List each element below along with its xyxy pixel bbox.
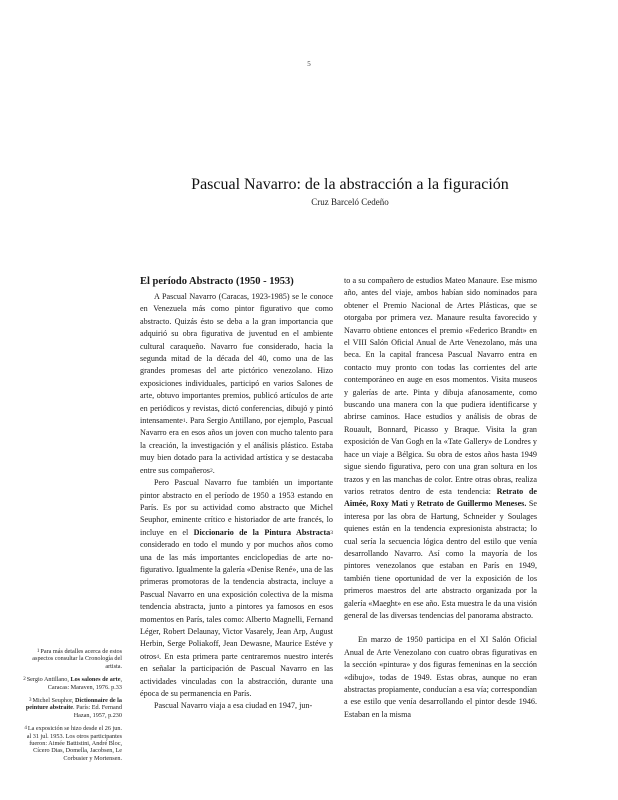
article-title: Pascual Navarro: de la abstracción a la figuración xyxy=(191,176,509,193)
footnote-text: La exposición se hizo desde el 26 jun. al 31 jul. 1953. Los otros participantes fueron: Aimée Battistini, André Bloc, Cícero Dias, Domella, Jacobsen, Le Corbusier y Mortensen. xyxy=(26,725,122,762)
right-text-column xyxy=(344,275,537,721)
paragraph xyxy=(140,291,333,477)
paragraph-text: . En esta primera parte centraremos nuestro interés en señalar la participación de Pascual Navarro en las actividades vinculadas con la abstracción, durante una época de su permanencia en París. xyxy=(140,651,333,698)
footnote-2 xyxy=(20,676,122,691)
footnote-text: . París: Ed. Fernand Hazan, 1957, p.230 xyxy=(73,704,122,719)
artwork-title: Retrato de Aimée, Roxy Mati xyxy=(344,486,537,509)
footnote-text: , Caracas: Maraven, 1976. p.33 xyxy=(47,676,122,691)
footnote-text: Para más detalles acerca de estos aspectos consultar la Cronología del artista. xyxy=(32,648,122,670)
paragraph-text: . xyxy=(212,465,215,475)
left-text-column xyxy=(140,275,333,713)
article-author: Cruz Barceló Cedeño xyxy=(311,197,389,207)
footnote-book-title: Dictionnaire de la peinture abstraite xyxy=(25,697,122,712)
footnote-4 xyxy=(20,725,122,762)
artwork-title: Retrato de Guillermo Meneses. xyxy=(417,499,527,509)
page-number: 5 xyxy=(307,60,311,68)
footnote-text: Sergio Antillano, xyxy=(26,676,71,684)
footnotes xyxy=(20,648,122,768)
paragraph xyxy=(140,477,333,700)
footnote-ref: 4 xyxy=(156,653,159,660)
footnote-3 xyxy=(20,697,122,719)
footnote-1 xyxy=(20,648,122,670)
footnote-number: 4 xyxy=(24,726,27,732)
footnote-number: 3 xyxy=(28,698,32,704)
paragraph-text: to a su compañero de estudios Mateo Manaure. Ese mismo año, antes del viaje, ambos habían sido nominados para obtener el Premio Nacional de Artes Plásticas, que se otorgaba por primera vez. Manaure resulta favorecido y Navarro obtiene entonces el premio «Federico Brandt» en el VIII Salón Oficial Anual de Arte Venezolano, más una beca. En la capital francesa Pascual Navarro entra en contacto muy pronto con todas las corrientes del arte contemporáneo en auge en esos momentos. Visita museos y galerías de arte. Pinta y dibuja afanosamente, como buscando una manera con la que pudiera identificarse y abrirse caminos. Hace estudios y análisis de obras de Rouault, Bonnard, Picasso y Braque. Visita la gran exposición de Van Gogh en la «Tate Gallery» de Londres y hace un viaje a Bélgica. Su obra de estos años hasta 1949 sigue siendo figurativa, pero con una gran soltura en los trazos y en las manchas de color. Entre otras obras, realiza varios retratos dentro de esta tendencia: xyxy=(344,276,537,496)
footnote-number: 2 xyxy=(23,677,26,683)
footnote-book-title: Los salones de arte xyxy=(70,676,121,684)
footnote-number: 1 xyxy=(36,649,40,654)
paragraph: Pascual Navarro viaja a esa ciudad en 1947, jun- xyxy=(154,701,313,711)
paragraph xyxy=(344,275,537,622)
book-title: Diccionario de la Pintura Abstracta xyxy=(193,527,331,537)
paragraph-text: Se interesa por las obra de Hartung, Schneider y Soulages quienes están en la tendencia expresionista abstracta; lo cual sería la secuencia lógica dentro del estilo que venía desarrollando Navarro. Así como la mayoría de los pintores venezolanos que estaban en París en 1949, también tiene oportunidad de ver la exposición de los primeros maestros del arte abstracto organizada por la galería «Maeght» en ese año. Esta muestra le da una visión general de las diversas tendencias del panorama abstracto. xyxy=(344,499,538,620)
paragraph-text: Pero Pascual Navarro fue también un importante pintor abstracto en el período de 1950 a 1953 estando en París. Es por su actividad como abstracto que Michel Seuphor, eminente crítico e historiador de arte francés, lo incluye en el xyxy=(140,478,333,537)
footnote-ref: 2 xyxy=(209,467,213,474)
section-heading: El período Abstracto (1950 - 1953) xyxy=(140,276,294,287)
paragraph: En marzo de 1950 participa en el XI Salón Oficial Anual de Arte Venezolano con cuatro obras figurativas en la sección «pintura» y dos figuras femeninas en la sección «dibujo», todas de 1949. Estas obras, aunque no eran abstractas propiamente, conducían a esa vía; correspondían a ese estilo que venía desarrollando el pintor desde 1946. Estaban en la misma xyxy=(344,635,537,719)
paragraph-text: . Para Sergio Antillano, por ejemplo, Pascual Navarro era en esos años un joven con mucho talento para la creación, la investigación y el análisis plástico. Estaba muy bien dotado para la actividad artística y se destacaba entre sus compañeros xyxy=(140,416,333,475)
paragraph-text: A Pascual Navarro (Caracas, 1923-1985) se le conoce en Venezuela más como pintor figurativo que como abstracto. Quizás ésto se deba a la gran importancia que adquirió su obra figurativa de juventud en el ambiente cultural caraqueño. Navarro fue considerado, hacia la segunda mitad de la década del 40, como una de las grandes promesas del arte pictórico venezolano. Hizo exposiciones individuales, participó en varios Salones de arte, obtuvo importantes premios, publicó artículos de arte en periódicos y revistas, dictó conferencias, dibujó y pintó intensamente xyxy=(140,292,333,426)
paragraph-text: considerado en todo el mundo y por muchos años como una de las más importantes enciclopedias de arte no-figurativo. Igualmente la galería «Denise René», una de las primeras promotoras de la tendencia abstracta, incluye a Pascual Navarro en una exposición colectiva de la misma tendencia abstracta, junto a pintores ya famosos en esos momentos en París, tales como: Alberto Magnelli, Fernand Léger, Robert Delaunay, Victor Vasarely, Jean Arp, August Herbin, Serge Poliakoff, Jean Dewasne, Maurice Estéve y otros xyxy=(140,540,333,661)
footnote-text: Michel Seuphor, xyxy=(32,697,76,705)
paragraph-text: y xyxy=(407,499,418,509)
footnote-ref: 1 xyxy=(182,418,186,425)
footnote-ref: 3 xyxy=(330,529,333,536)
